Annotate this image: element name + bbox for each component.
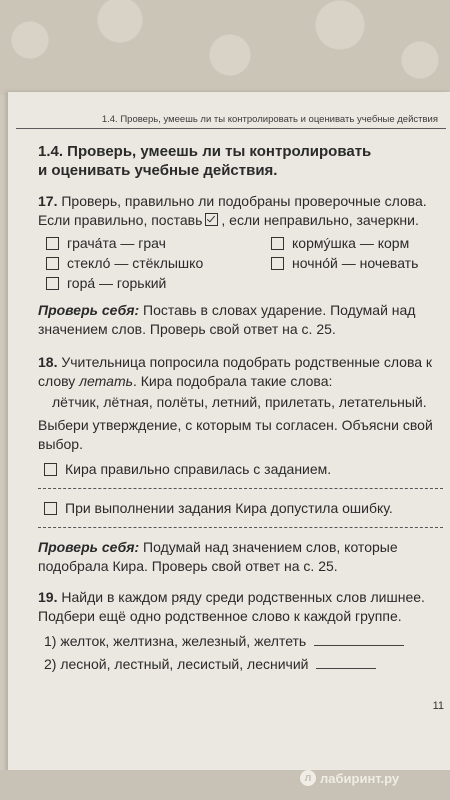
exercise-18-text: 18. Учительница попросила подобрать родственные слова к слову летать. Кира подобрала такие слова: [38,354,433,389]
checkbox[interactable] [44,463,57,476]
book-page [8,92,450,782]
word-pair: кормýшка — корм [271,234,450,253]
page-content [38,142,443,674]
answer-option-1: Кира правильно справилась с заданием. [44,460,443,479]
labirint-logo-icon: л [300,770,316,786]
exercise-18-question: Выбери утверждение, с которым ты согласен. Объясни свой выбор. [38,417,433,452]
watermark: л лабиринт.ру [300,770,399,786]
section-title-line-2: и оценивать учебные действия. [38,162,278,179]
word-row: 1) желток, желтизна, железный, желтеть [38,632,443,651]
section-title-line-1: 1.4. Проверь, умеешь ли ты контролировать [38,143,372,160]
page-number: 11 [432,700,444,712]
checkbox[interactable] [46,277,59,290]
checkbox[interactable] [46,257,59,270]
self-check-note: Проверь себя: Поставь в словах ударение. Подумай над значением слов. Проверь свой ответ на с. 25. [38,302,416,337]
checkbox[interactable] [44,502,57,515]
related-words: лётчик, лётная, полёты, летний, прилетать, летательный. [52,394,427,410]
checkbox[interactable] [271,257,284,270]
exercise-number: 18. [38,354,58,370]
target-word: летать [79,373,133,389]
word-pairs-grid [46,234,443,293]
word-pair: грача́та — грач [46,234,271,253]
exercise-number: 17. [38,193,58,209]
word-pair: стекло́ — стёклышко [46,254,271,273]
checkmark-box-icon [205,213,218,226]
exercise-17-text: 17. Проверь, правильно ли подобраны проверочные слова. Если правильно, поставь , если неправильно, зачеркни. [38,193,427,228]
exercise-number: 19. [38,589,58,605]
answer-line[interactable] [316,656,376,669]
answer-option-2: При выполнении задания Кира допустила ошибку. [44,499,443,518]
section-title [38,142,443,180]
word-pair: гора́ — горький [46,274,271,293]
background-pattern [0,0,450,95]
checkbox[interactable] [46,237,59,250]
word-pair: ночно́й — ночевать [271,254,450,273]
header-rule [16,128,446,129]
self-check-note: Проверь себя: Подумай над значением слов, которые подобрала Кира. Проверь свой ответ на с. 25. [38,539,398,574]
checkbox[interactable] [271,237,284,250]
running-head: 1.4. Проверь, умеешь ли ты контролировать и оценивать учебные действия [101,114,438,125]
answer-line[interactable] [314,633,404,646]
word-row: 2) лесной, лестный, лесистый, лесничий [38,655,443,674]
answer-line[interactable] [38,487,443,489]
answer-line[interactable] [38,526,443,528]
exercise-19-text: 19. Найди в каждом ряду среди родственных слов лишнее. Подбери ещё одно родственное слово к каждой группе. [38,589,425,624]
